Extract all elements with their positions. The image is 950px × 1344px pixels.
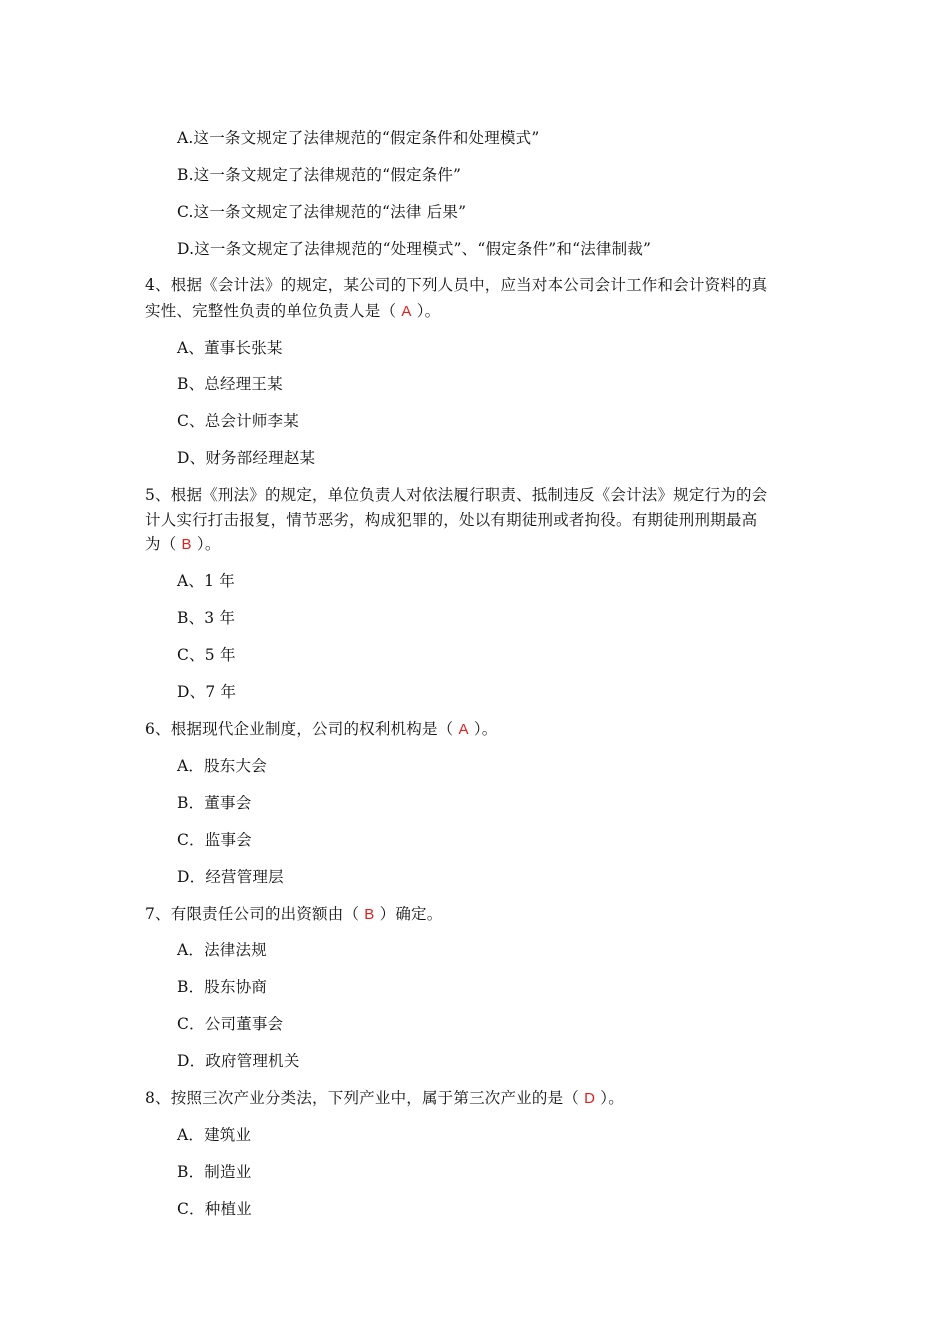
q5-stem-line2: 计人实行打击报复，情节恶劣，构成犯罪的，处以有期徒刑或者拘役。有期徒刑刑期最高 — [145, 511, 758, 529]
q5-stem-suffix: ）。 — [191, 535, 221, 553]
q8-answer: D — [584, 1090, 596, 1107]
q3-option-d: D.这一条文规定了法律规范的“处理模式”、“假定条件”和“法律制裁” — [177, 240, 652, 258]
q4-option-a: A、董事长张某 — [177, 339, 283, 357]
q4-stem-line2 — [145, 301, 440, 322]
q6-answer: A — [458, 721, 469, 738]
q3-option-c: C.这一条文规定了法律规范的“法律 后果” — [177, 203, 467, 221]
q4-stem-line1: 4、根据《会计法》的规定，某公司的下列人员中，应当对本公司会计工作和会计资料的真 — [145, 276, 768, 294]
q8-option-b: B．制造业 — [177, 1163, 252, 1181]
q7-option-a: A．法律法规 — [177, 941, 267, 959]
q6-option-d: D．经营管理层 — [177, 868, 284, 886]
q4-stem-prefix: 实性、完整性负责的单位负责人是（ — [145, 302, 402, 320]
q7-option-c: C．公司董事会 — [177, 1015, 284, 1033]
q6-option-c: C．监事会 — [177, 831, 252, 849]
q3-option-a: A.这一条文规定了法律规范的“假定条件和处理模式” — [177, 129, 540, 147]
q4-stem-suffix: ）。 — [411, 302, 441, 320]
q6-stem-prefix: 6、根据现代企业制度，公司的权利机构是（ — [145, 720, 459, 738]
q7-stem-prefix: 7、有限责任公司的出资额由（ — [145, 905, 365, 923]
q5-answer: B — [181, 536, 192, 553]
q4-answer: A — [401, 303, 412, 320]
q3-option-b: B.这一条文规定了法律规范的“假定条件” — [177, 166, 462, 184]
q5-stem-line3 — [145, 534, 221, 555]
q4-option-c: C、总会计师李某 — [177, 412, 299, 430]
q4-option-d: D、财务部经理赵某 — [177, 449, 316, 467]
q6-stem — [145, 719, 498, 740]
q7-stem-suffix: ）确定。 — [374, 905, 443, 923]
q4-option-b: B、总经理王某 — [177, 375, 283, 393]
q6-stem-suffix: ）。 — [468, 720, 498, 738]
q5-stem-prefix: 为（ — [145, 535, 182, 553]
q5-option-a: A、1 年 — [177, 572, 235, 590]
q7-option-b: B．股东协商 — [177, 978, 268, 996]
q5-option-d: D、7 年 — [177, 683, 237, 701]
q6-option-a: A．股东大会 — [177, 757, 267, 775]
q5-option-b: B、3 年 — [177, 609, 236, 627]
q8-stem-suffix: ）。 — [595, 1089, 624, 1107]
q8-stem-prefix: 8、按照三次产业分类法，下列产业中，属于第三次产业的是（ — [145, 1089, 585, 1107]
q7-option-d: D．政府管理机关 — [177, 1052, 300, 1070]
q8-option-a: A．建筑业 — [177, 1126, 252, 1144]
q7-stem — [145, 904, 442, 925]
q7-answer: B — [364, 906, 375, 923]
q5-option-c: C、5 年 — [177, 646, 236, 664]
q5-stem-line1: 5、根据《刑法》的规定，单位负责人对依法履行职责、抵制违反《会计法》规定行为的会 — [145, 486, 768, 504]
q6-option-b: B．董事会 — [177, 794, 252, 812]
q8-option-c: C．种植业 — [177, 1200, 252, 1218]
q8-stem — [145, 1088, 624, 1109]
